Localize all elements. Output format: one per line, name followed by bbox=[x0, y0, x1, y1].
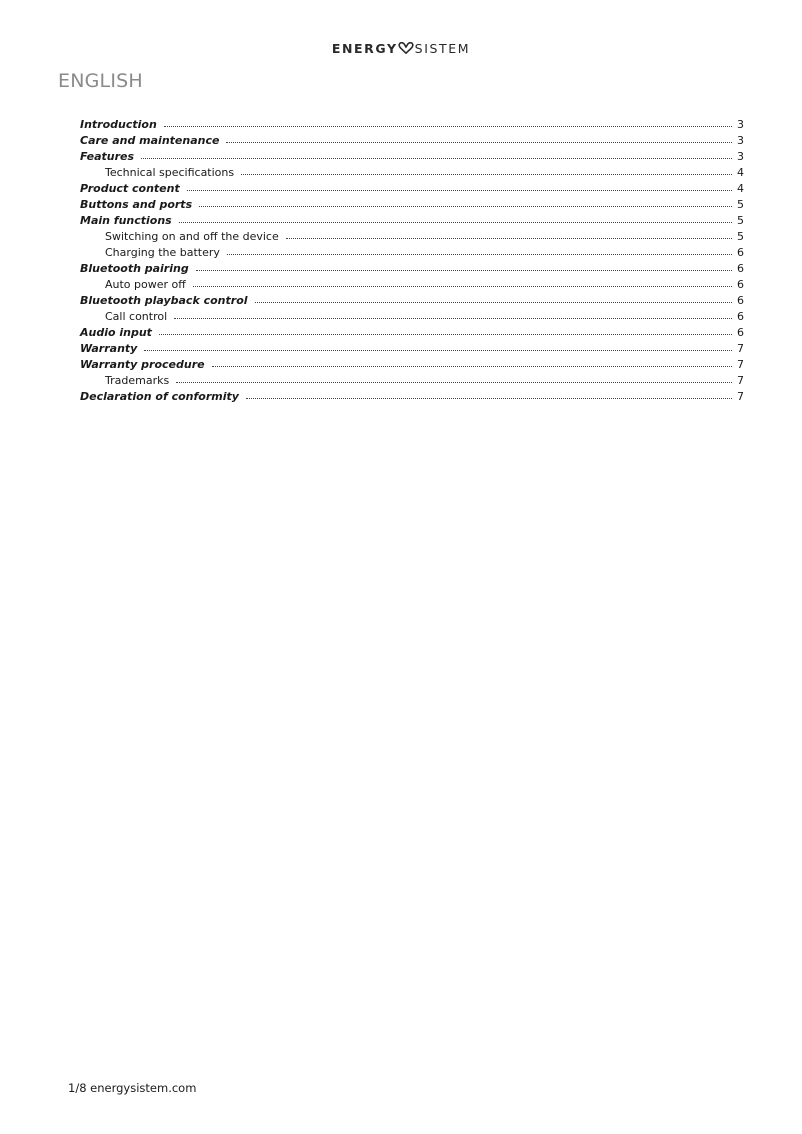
logo-sistem-text: SISTEM bbox=[414, 41, 471, 56]
toc-entry-label: Warranty procedure bbox=[80, 358, 205, 371]
toc-dot-leader bbox=[141, 157, 732, 159]
toc-entry-label: Product content bbox=[80, 182, 180, 195]
toc-dot-leader bbox=[174, 317, 732, 319]
table-of-contents bbox=[80, 117, 744, 405]
toc-dot-leader bbox=[227, 253, 732, 255]
heart-check-icon bbox=[398, 42, 414, 54]
toc-dot-leader bbox=[255, 301, 732, 303]
toc-entry-page-number: 7 bbox=[737, 390, 744, 403]
toc-entry-page-number: 6 bbox=[737, 246, 744, 259]
toc-entry-label: Features bbox=[80, 150, 135, 163]
toc-entry[interactable] bbox=[80, 229, 744, 245]
page-title: ENGLISH bbox=[58, 70, 143, 92]
toc-dot-leader bbox=[176, 381, 732, 383]
toc-entry-page-number: 7 bbox=[737, 374, 744, 387]
toc-entry[interactable] bbox=[80, 389, 744, 405]
toc-entry-label: Call control bbox=[105, 310, 168, 323]
toc-dot-leader bbox=[164, 125, 732, 127]
toc-entry[interactable] bbox=[80, 277, 744, 293]
toc-entry[interactable] bbox=[80, 245, 744, 261]
toc-entry-label: Introduction bbox=[80, 118, 157, 131]
toc-entry-page-number: 5 bbox=[737, 214, 744, 227]
toc-entry[interactable] bbox=[80, 165, 744, 181]
toc-entry[interactable] bbox=[80, 181, 744, 197]
toc-entry-page-number: 5 bbox=[737, 198, 744, 211]
toc-entry[interactable] bbox=[80, 293, 744, 309]
toc-entry[interactable] bbox=[80, 133, 744, 149]
toc-entry-label: Buttons and ports bbox=[80, 198, 193, 211]
toc-entry-label: Auto power off bbox=[105, 278, 186, 291]
toc-entry[interactable] bbox=[80, 213, 744, 229]
toc-entry-label: Care and maintenance bbox=[80, 134, 220, 147]
brand-logo bbox=[0, 40, 802, 58]
toc-entry[interactable] bbox=[80, 197, 744, 213]
toc-dot-leader bbox=[187, 189, 732, 191]
toc-entry-page-number: 6 bbox=[737, 326, 744, 339]
toc-entry-page-number: 5 bbox=[737, 230, 744, 243]
toc-entry-page-number: 6 bbox=[737, 294, 744, 307]
toc-entry-label: Trademarks bbox=[105, 374, 170, 387]
toc-entry-label: Bluetooth playback control bbox=[80, 294, 248, 307]
toc-entry-label: Switching on and off the device bbox=[105, 230, 279, 243]
toc-dot-leader bbox=[144, 349, 732, 351]
toc-entry-page-number: 3 bbox=[737, 134, 744, 147]
toc-dot-leader bbox=[286, 237, 732, 239]
toc-entry-label: Main functions bbox=[80, 214, 172, 227]
toc-dot-leader bbox=[179, 221, 732, 223]
toc-entry[interactable] bbox=[80, 357, 744, 373]
toc-entry[interactable] bbox=[80, 149, 744, 165]
toc-entry[interactable] bbox=[80, 261, 744, 277]
toc-entry[interactable] bbox=[80, 341, 744, 357]
toc-dot-leader bbox=[212, 365, 732, 367]
toc-dot-leader bbox=[226, 141, 732, 143]
toc-entry-page-number: 4 bbox=[737, 166, 744, 179]
page-footer: 1/8 energysistem.com bbox=[68, 1081, 197, 1095]
toc-entry[interactable] bbox=[80, 373, 744, 389]
toc-dot-leader bbox=[241, 173, 732, 175]
logo-energy-text: ENERGY bbox=[331, 41, 398, 56]
toc-entry[interactable] bbox=[80, 325, 744, 341]
toc-dot-leader bbox=[193, 285, 732, 287]
toc-entry-page-number: 6 bbox=[737, 310, 744, 323]
toc-entry-label: Bluetooth pairing bbox=[80, 262, 189, 275]
toc-entry-label: Charging the battery bbox=[105, 246, 220, 259]
toc-entry-label: Technical specifications bbox=[105, 166, 235, 179]
toc-dot-leader bbox=[159, 333, 732, 335]
toc-entry[interactable] bbox=[80, 309, 744, 325]
toc-entry-label: Declaration of conformity bbox=[80, 390, 239, 403]
toc-dot-leader bbox=[246, 397, 732, 399]
toc-entry-page-number: 6 bbox=[737, 262, 744, 275]
toc-entry-page-number: 4 bbox=[737, 182, 744, 195]
toc-entry[interactable] bbox=[80, 117, 744, 133]
toc-entry-page-number: 6 bbox=[737, 278, 744, 291]
toc-entry-label: Warranty bbox=[80, 342, 138, 355]
toc-dot-leader bbox=[196, 269, 732, 271]
toc-dot-leader bbox=[199, 205, 732, 207]
toc-entry-page-number: 7 bbox=[737, 358, 744, 371]
toc-entry-page-number: 7 bbox=[737, 342, 744, 355]
toc-entry-page-number: 3 bbox=[737, 150, 744, 163]
toc-entry-page-number: 3 bbox=[737, 118, 744, 131]
toc-entry-label: Audio input bbox=[80, 326, 152, 339]
